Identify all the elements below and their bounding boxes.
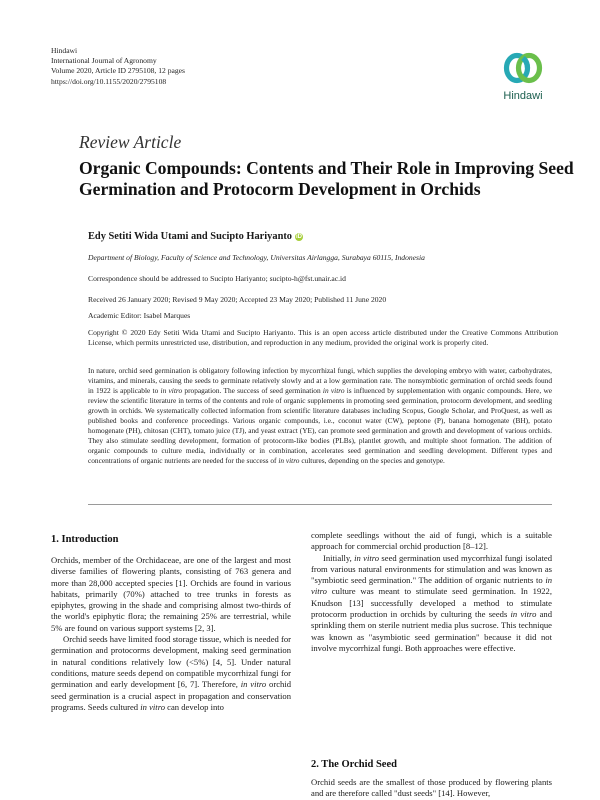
paragraph-text: can develop into [165,701,224,712]
paragraph-text: orchid seed germination is a crucial aspect in propagation and conservation programs. Seeds cultured [51,679,292,712]
continued-paragraph: complete seedlings without the aid of fungi, which is a suitable approach for commercial orchid production [8–12]. [311,530,552,552]
intro-paragraph-3 [311,553,552,655]
paragraph-italic: in vitro [354,552,380,563]
section-heading-introduction: 1. Introduction [51,534,119,545]
doi-link[interactable]: https://doi.org/10.1155/2020/2795108 [51,76,167,86]
left-column [51,555,291,713]
right-column [311,530,552,654]
abstract-text: cultures, depending on the species and genotype. [299,456,445,465]
affiliation: Department of Biology, Faculty of Science and Technology, Universitas Airlangga, Surabaya 60115, Indonesia [88,253,425,262]
orcid-icon[interactable]: iD [296,234,302,240]
authors-text: Edy Setiti Wida Utami and Sucipto Hariyanto [88,231,292,242]
paragraph-text: Initially, [323,552,355,563]
paragraph-text: seed germination used mycorrhizal fungi isolated from various natural environments for stimulation and was known as "symbiotic seed germination." The addition of organic nutrients to [311,552,553,586]
article-dates: Received 26 January 2020; Revised 9 May 2020; Accepted 23 May 2020; Published 11 June 2020 [88,295,387,304]
academic-editor: Academic Editor: Isabel Marques [88,311,191,320]
paragraph-italic: in vitro [140,701,166,712]
section-heading-orchid-seed: 2. The Orchid Seed [311,759,397,770]
intro-paragraph-1: Orchids, member of the Orchidaceae, are one of the largest and most diverse families of flowering plants, consisting of 763 genera and more than 28,000 accepted species [1]. Orchids are found in various habitats, primarily (70%) attached to tree trunks in forests as epiphytes, growing in the shade and comprising almost two-thirds of the world's epiphytic flora; the remaining 25% are terrestrial, while 5% are found on various support systems [2, 3]. [51,555,291,633]
abstract-text: In nature, orchid seed germination is obligatory following infection by mycorrhizal fungi, which supplies the developing embryo with water, carbohydrates, vitamins, and minerals, causing the seeds to germinate relatively slowly and at a low germination rate. The nonsymbiotic germination of orchid seeds found in 1922 is applicable to [88,366,552,395]
abstract-italic: in vitro [278,456,300,465]
abstract-italic: in vitro [322,386,345,395]
paragraph-text: culture was meant to stimulate seed germination. In 1922, Knudson [13] successfully developed a method to stimulate protocorm production in orchids by culturing the seeds [311,586,552,620]
abstract-divider [88,504,552,505]
correspondence: Correspondence should be addressed to Sucipto Hariyanto; sucipto-h@fst.unair.ac.id [88,274,346,283]
volume-info: Volume 2020, Article ID 2795108, 12 pages [51,66,185,76]
hindawi-logo [498,46,548,104]
publisher-name: Hindawi [51,46,78,55]
section2-text [311,777,552,800]
article-type: Review Article [79,132,182,152]
orchid-seed-paragraph-1: Orchid seeds are the smallest of those produced by flowering plants and are therefore called "dust seeds" [14]. However, [311,777,552,799]
hindawi-rings-logo [498,46,548,90]
journal-header [51,46,185,87]
abstract-italic: in vitro [160,386,183,395]
intro-paragraph-2 [51,634,291,713]
journal-name: International Journal of Agronomy [51,56,157,66]
paragraph-text: Orchid seeds have limited food storage tissue, which is needed for germination and protocorms development, making seed germination in natural conditions relatively low (<5%) [4, 5]. Under natural conditions, mature seeds depend on compatible mycorrhizal fungi for germination and early development [6, 7]. Therefore, [51,634,291,690]
abstract [88,366,552,466]
paragraph-italic: in vitro [240,679,267,690]
copyright-notice: Copyright © 2020 Edy Setiti Wida Utami and Sucipto Hariyanto. This is an open access article distributed under the Creative Commons Attribution License, which permits unrestricted use, distribution, and reproduction in any medium, provided the original work is properly cited. [88,328,558,347]
abstract-text: is influenced by supplementation with organic compounds. Here, we review the scientific literature in terms of the contents and role of organic supplements in promoting seed germination, protocorm development, and seedling growth in orchids. We systematically collected information from scientific literature databases including Scopus, Google Scholar, and ProQuest, as well as published books and conference proceedings. Various organic compounds, i.e., coconut water (CW), peptone (P), banana homogenate (BH), potato homogenate (PH), chitosan (CHT), tomato juice (TJ), and yeast extract (YE), can promote seed germination and growth and development of various orchids. They also stimulate seedling development, formation of protocorm-like bodies (PLBs), plantlet growth, and multiple shoot formation. The addition of organic compounds to culture media, individually or in combination, accelerates seed germination and seedling development. Different types and concentrations of organic nutrients are needed for the success of [88,386,553,465]
author-list [88,231,303,242]
paragraph-italic: in vitro [311,575,552,597]
abstract-text: propagation. The success of seed germination [182,386,323,395]
article-title: Organic Compounds: Contents and Their Role in Improving Seed Germination and Protocorm Development in Orchids [79,158,574,199]
paragraph-text: and sprinkling them on sterile nutrient media plus sucrose. This technique was known as "asymbiotic seed germination" because it did not involve mycorrhizal fungi. Both approaches were effective. [311,609,553,653]
logo-wordmark: Hindawi [503,90,543,102]
paragraph-italic: in vitro [510,609,537,620]
